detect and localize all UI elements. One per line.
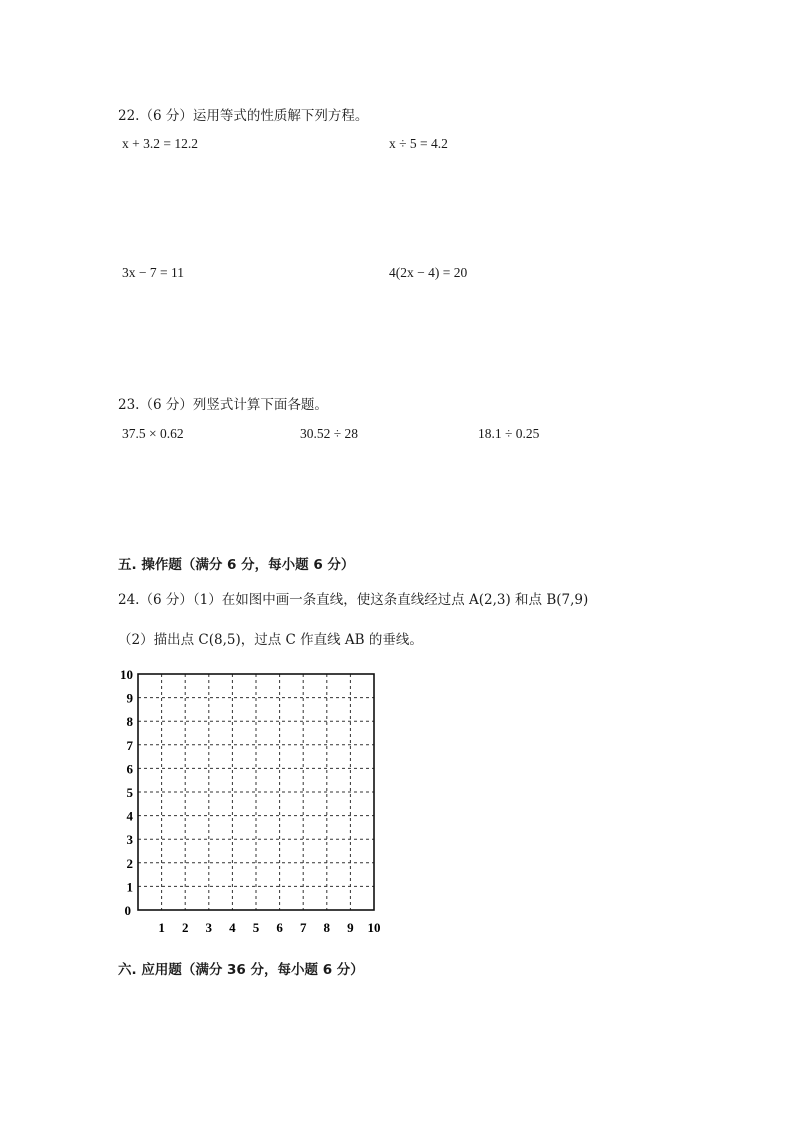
x-tick-label: 2 [181,920,189,935]
q23-title: 23.（6 分）列竖式计算下面各题。 [118,397,328,413]
x-tick-label: 6 [276,920,283,935]
q24-part-1: 24.（6 分）（1）在如图中画一条直线，使这条直线经过点 A(2,3) 和点 B(7,9) [118,592,589,608]
q23-expression-2: 30.52 ÷ 28 [300,426,359,441]
y-tick-label: 4 [126,808,133,824]
y-tick-label: 1 [126,879,133,895]
y-tick-label: 6 [126,761,133,777]
y-tick-label: 8 [126,714,133,730]
x-tick-label: 10 [367,920,381,935]
y-tick-label: 9 [126,690,133,706]
q23-expression-1: 37.5 × 0.62 [122,426,184,441]
y-tick-label: 7 [126,737,133,753]
x-tick-label: 5 [252,920,260,935]
x-tick-label: 7 [299,920,307,935]
q23-expression-3: 18.1 ÷ 0.25 [478,426,540,441]
origin-label: 0 [124,903,131,918]
section-6-heading: 六. 应用题（满分 36 分，每小题 6 分） [118,962,364,978]
y-tick-label: 2 [126,855,133,871]
q22-equation-2: x ÷ 5 = 4.2 [389,136,448,151]
x-tick-label: 8 [323,920,331,935]
grid-lines [138,674,374,910]
y-tick-label: 5 [126,785,133,800]
q24-part-2: （2）描出点 C(8,5)，过点 C 作直线 AB 的垂线。 [118,632,423,648]
q22-equation-4: 4(2x − 4) = 20 [389,265,468,280]
q22-title: 22.（6 分）运用等式的性质解下列方程。 [118,108,369,124]
x-tick-label: 4 [229,920,236,935]
section-5-heading: 五. 操作题（满分 6 分，每小题 6 分） [118,557,355,573]
x-axis-labels [158,920,380,935]
q22-equation-1: x + 3.2 = 12.2 [122,136,198,151]
x-tick-label: 9 [347,920,354,935]
coordinate-grid[interactable] [110,664,400,946]
y-tick-label: 3 [126,832,133,848]
y-axis-labels [120,667,134,894]
x-tick-label: 1 [158,920,165,935]
q22-equation-3: 3x − 7 = 11 [122,265,184,280]
x-tick-label: 3 [205,920,213,935]
y-tick-label: 10 [120,667,133,682]
